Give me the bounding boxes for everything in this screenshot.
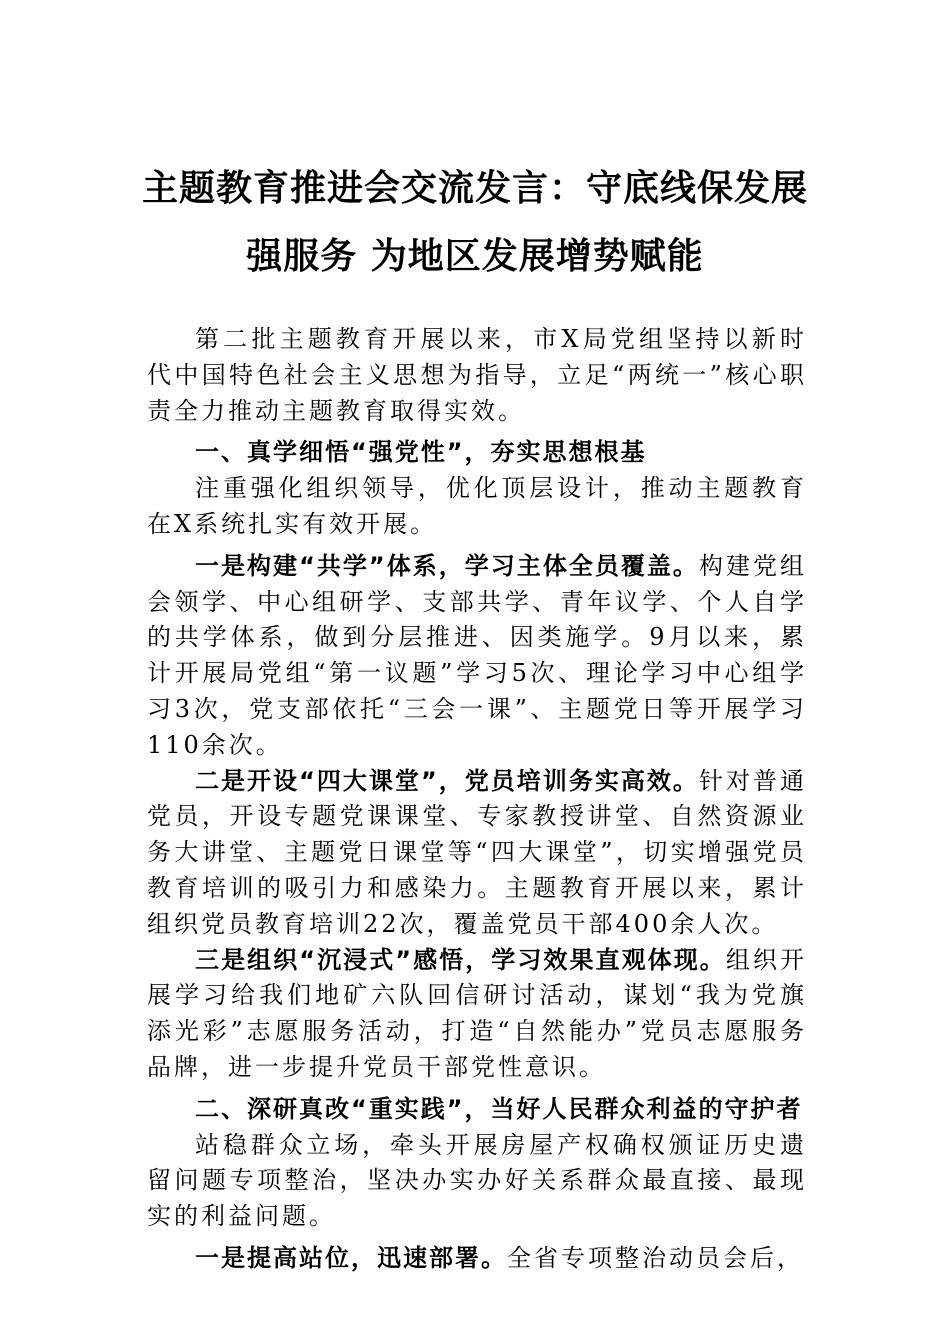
title-line-1: 主题教育推进会交流发言：守底线保发展 [141, 168, 808, 209]
intro-paragraph: 第二批主题教育开展以来，市X局党组坚持以新时代中国特色社会主义思想为指导，立足“两统一”核心职责全力推动主题教育取得实效。 [147, 325, 807, 425]
section-2-summary: 站稳群众立场，牵头开展房屋产权确权颁证历史遗留问题专项整治，坚决办实办好关系群众最直接、最现实的利益问题。 [147, 1130, 807, 1231]
item-lead: 一是提高站位，迅速部署。 [195, 1243, 507, 1272]
item-lead: 二是开设“四大课堂”，党员培训务实高效。 [195, 766, 699, 795]
section-1-item-3 [147, 943, 807, 1086]
item-lead: 一是构建“共学”体系，学习主体全员覆盖。 [195, 551, 699, 580]
section-1-item-2 [147, 764, 807, 943]
item-text: 针对普通党员，开设专题党课课堂、专家教授讲堂、自然资源业务大讲堂、主题党日课堂等“四大课堂”，切实增强党员教育培训的吸引力和感染力。主题教育开展以来，累计组织党员教育培训22次，覆盖党员干部400余人次。 [147, 766, 808, 938]
item-lead: 三是组织“沉浸式”感悟，学习效果直观体现。 [195, 945, 726, 974]
item-text: 组织开展学习给我们地矿六队回信研讨活动，谋划“我为党旗添光彩”志愿服务活动，打造“自然能办”党员志愿服务品牌，进一步提升党员干部党性意识。 [147, 945, 808, 1081]
item-text: 构建党组会领学、中心组研学、支部共学、青年议学、个人自学的共学体系，做到分层推进、因类施学。9月以来，累计开展局党组“第一议题”学习5次、理论学习中心组学习3次，党支部依托“三会一课”、主题党日等开展学习110余次。 [147, 551, 808, 759]
section-1-heading: 一、真学细悟“强党性”，夯实思想根基 [195, 438, 647, 467]
section-1-item-1 [147, 549, 807, 764]
section-2-heading: 二、深研真改“重实践”，当好人民群众利益的守护者 [195, 1094, 803, 1123]
section-2-item-1 [147, 1241, 807, 1277]
document-body [147, 322, 807, 1277]
item-text: 全省专项整治动员会后， [507, 1243, 804, 1272]
title-line-2: 强服务 为地区发展增势赋能 [246, 236, 704, 277]
section-1-summary: 注重强化组织领导，优化顶层设计，推动主题教育在X系统扎实有效开展。 [147, 474, 807, 538]
